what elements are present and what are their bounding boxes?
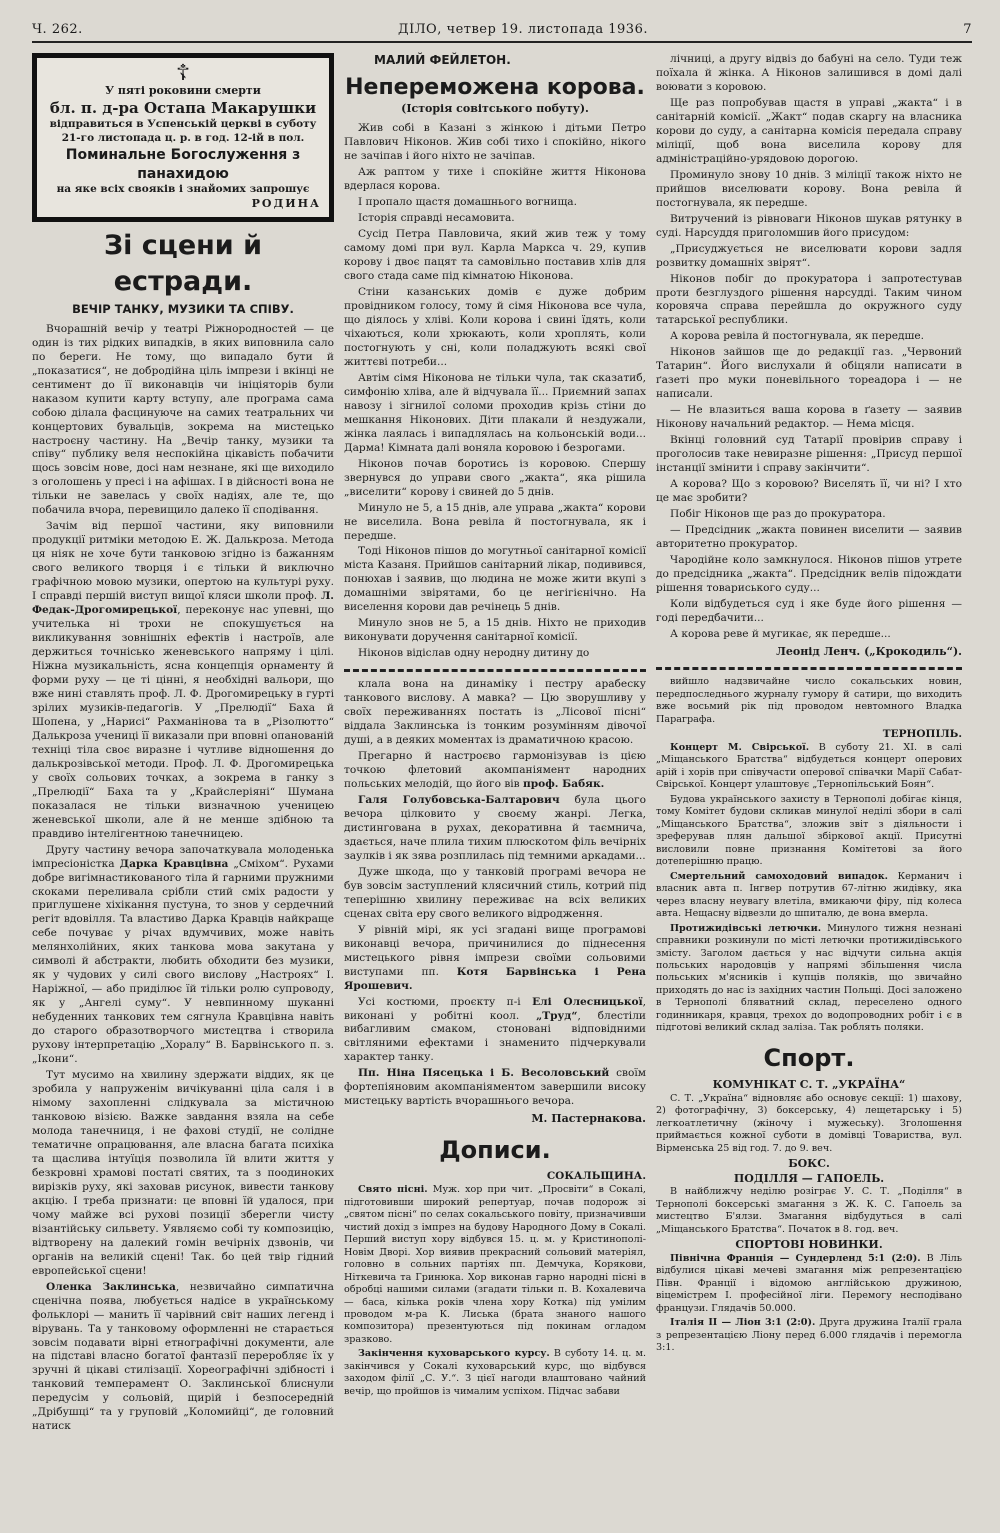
dateline: ТЕРНОПІЛЬ. — [882, 728, 962, 741]
paragraph: Галя Голубовська-Балтарович була цього вечора цілковито у своєму жанрі. Легка, дистингована в рухах, декоративна й таємнича, здається, наче плила тихим плюскотом філь вечірніх заулків і як зява розплилась під темними аркадами... — [344, 793, 646, 862]
section-title-dopysy: Дописи. — [439, 1135, 551, 1164]
paragraph: Італія II — Ліон 3:1 (2:0). Друга дружина Італії грала з репрезентацією Ліону перед 6.000 глядачів і перемогла 3:1. — [656, 1317, 962, 1354]
paragraph: — Предсідник „жакта повинен виселити — заявив авторитетно прокуратор. — [656, 524, 962, 550]
column-middle — [344, 53, 646, 1436]
paragraph: Тоді Ніконов пішов до могутньої санітарної комісії міста Казаня. Прийшов санітарний лікар, подивився, понюхав і заявив, що людина не може жити вкупі з домашніми звірятами, бо це негігієнічно. На виселення корови дав речінець 5 днів. — [344, 545, 646, 614]
paragraph: Витручений із рівноваги Ніконов шукав рятунку в суді. Нарсуддя приголомшив його присудом: — [656, 212, 962, 239]
paragraph: клала вона на динаміку і пестру арабеску танкового вислову. А мавка? — Цю зворушливу у своїх переживаннях постать із „Лісової пісні“ віддала Заклинська із тонким розумінням дівочої душі, а в деяких моментах із драматичною красою. — [344, 678, 646, 747]
paragraph: В найближчу неділю розіграє У. С. Т. „Поділля“ в Тернополі боксерські змагання з Ж. К. С. Гапоель за мистецтво Б'ялзи. Змагання відбудуться в салі „Міщанського Братства“. Початок в 8. год. веч. — [656, 1186, 962, 1235]
column-left — [32, 53, 334, 1436]
dateline: СОКАЛЬЩИНА. — [546, 1170, 646, 1183]
paragraph: Минуло знов не 5, а 15 днів. Ніхто не приходив виконувати доручення санітарної комісії. — [344, 617, 646, 644]
notice-line1: У пяті роковини смерти — [105, 84, 261, 97]
orthodox-cross-icon: ☦ — [175, 61, 191, 86]
paragraph: Смертельний самоходовий випадок. Керманич і власник авта п. Інгвер потрутив 67-літню жидівку, яка через власну неувагу влетіла, вмикаючи фіру, під колеса авта. Нещасну відвезли до шпиталю, де вона вмерла. — [656, 870, 962, 920]
paragraph: Пп. Ніна Пясецька і Б. Весоловський своїм фортепіяновим акомпаніяментом завершили високу мистецьку вартість вчорашнього вечора. — [344, 1067, 646, 1108]
paragraph: вийшло надзвичайне число сокальських новин, передпоследнього журналу гумору й сатири, що виходить вже восьмий рік під проводом невтомного Владка Параграфа. — [656, 676, 962, 725]
feuilleton-title: Непереможена корова. — [345, 74, 645, 100]
paragraph: Жив собі в Казані з жінкою і дітьми Петро Павлович Ніконов. Жив собі тихо і спокійно, нікого не зачіпав і його ніхто не зачіпав. — [344, 122, 646, 163]
paragraph: Зачім від першої частини, яку виповнили продукції ритміки методою Е. Ж. Далькроза. Метода ця ніяк не хоче бути танковою згідно із бажанням свого великого творця і є тільки й виключно графічною мовою музики, опертою на культурі руху. І справді першій виступ вищої кляси школи проф. Л. Федак-Дрогомирецької, переконує нас упевні, що учителька ні трохи не спокушується на викликування зовнішніх ефектів і настроїв, але держиться точнісько женевського напряму і цілі. Ніжна музикальність, ясна концепція орнаменту й форми руху — це ті цінні, я необхідні вальори, що вже нині ставлять проф. Л. Ф. Дрогомирецьку в гурті зрілих музиків-педагогів. У „Прелюдії“ Баха й Шопена, у „Нарисі“ Рахманінова та в „Різолютто“ Далькроза учениці її виказали при вповні опанованій техніці тіла своє виразне і чутливе відношення до далькрозівської методи. Проф. Л. Ф. Дрогомирецька у своїх сольових точках, а зокрема в ганку з „Прелюдії“ Баха та у „Крайслеріяні“ Шумана показалася не тільки визначною ученицею женевської школи, але й не менше здібною та правдиво інтелігентною танечницею. — [32, 520, 334, 840]
paragraph: А корова ревіла й постогнувала, як передше. — [670, 330, 925, 343]
subhead: БОКС. — [788, 1157, 830, 1171]
paragraph: Оленка Заклинська, незвичайно симпатична сценічна поява, любується надісе в українському фольклорі — манить її чарівний світ наших легенд і вірувань. Та у танковому оформленні не старається зовсім подавати вірні етнографічні документи, але на підставі власно богатої фантазії переробляє їх у зручні й цікаві стилізації. Хореографічні здібності і танковий темперамент О. Заклинської блиснули передусім у сольовій, щирій і безпосередній „Дрібушці“ та у груповій „Коломийці“, де головний натиск — [32, 1280, 334, 1433]
notice-name: бл. п. д-ра Остапа Макарушки — [49, 98, 317, 117]
divider — [656, 667, 962, 670]
paragraph: Вчорашній вечір у театрі Ріжнородностей — це один із тих рідких випадків, в яких виповнила сало по береги. Не тому, що випадало бути й „показатися“, не добродійна ціль імпрези і вкінці не сентимент до її виконавців чи ініціяторів були наказом купити карту вступу, але програма сама собою ділала фасцинуюче на самих театральних чи концертових бувальців, зокрема на мистецько настроєну частину. На „Вечір танку, музики та співу“ публику веля неспокійна цікавість побачити щось зовсім нове, досі нам незнане, які ще виходило з оголошень у пресі і на афішах. І в дійсності вона не тільки не завелась у своїх надіях, але те, що побачила вчора, перевищило далеко її сподівання. — [32, 322, 334, 517]
paragraph: І пропало щастя домашнього вогнища. — [358, 196, 577, 209]
paragraph: „Присуджується не виселювати корови задля розвитку домашніх звірят“. — [656, 242, 962, 269]
notice-line4: на яке всіх свояків і знайомих запрошує — [56, 182, 310, 195]
notice-line3: 21-го листопада ц. р. в год. 12-ій в пол. — [61, 132, 305, 145]
paragraph: Ще раз попробував щастя в управі „жакта“ і в санітарній комісії. „Жакт“ подав скаргу на власника корови до суду, а санітарна комісія передала справу міліції, щоб вона виселила корову для адміністраційно-урядовою дорогою. — [656, 96, 962, 165]
section-title-sport: Спорт. — [763, 1043, 855, 1072]
column-right — [656, 53, 962, 1436]
paragraph: Ніконов відіслав одну неродну дитину до — [358, 647, 590, 660]
paragraph: Історія справді несамовита. — [358, 212, 515, 225]
paragraph: Тут мусимо на хвилину здержати віддих, як це зробила у напруженім вичікуванні ціла саля і в німому захопленні слідкувала за містичною танковою візією. Важке завдання взяла на себе молода танечниця, і не фахові студії, не солідне тематичне опрацювання, але власна багата психіка та щаслива інтуїція позволила їй влити життя у безкровні храмові постаті святих, та з поодиноких вирізків руху, які заховав рисунок, вивести танкову акцію. І треба признати: це вповні їй удалося, при чому майже всі рухові позиції зберегли чисту візантійську сильвету. Уявляємо собі ту композицію, відтворену на далекий гомін вечірніх дзвонів, чи органів на великій сцені! Так. бо цей твір гідний европейської сцени! — [32, 1069, 334, 1277]
masthead-bar — [32, 22, 972, 43]
paragraph: Сусід Петра Павловича, який жив теж у тому самому домі при вул. Карла Маркса ч. 29, купив корову і двоє пацят та самовільно поставив хлів для свого стада саме під кімнатою Ніконова. — [344, 228, 646, 283]
paragraph: Вкінці головний суд Татарії провірив справу і проголосив таке невиразне рішення: „Присуд першої інстанції змінити і справу закінчити“. — [656, 434, 962, 475]
feuilleton-kicker: МАЛИЙ ФЕЙЛЕТОН. — [374, 53, 511, 67]
paragraph: Усі костюми, проєкту п-і Елі Олесницької, виконані у робітні коол. „Труд“, блестіли вибагливим смаком, стоновані відповідними світляними ефектами і знаменито підчеркували характер танку. — [344, 995, 646, 1064]
paragraph: Свято пісні. Муж. хор при чит. „Просвіти“ в Сокалі, підготовивши широкий репертуар, почав подорож зі „святом пісні“ по селах сокальського повіту, призначивши чистий дохід з імпрез на будову Народного Дому в Сокалі. Перший виступ хору відбувся 15. ц. м. у Кристинополі-Новім Дворі. Хор виявив прекрасний сольовий матеріял, головно в сольних партіях пп. Демчука, Корякови, Ніткевича та Гринюка. Хор виконав гарно народні пісні в обробці нашими силами (згадати тільки п. В. Кохалевича — баса, кілька років члена хору Котка) під умілим проводом м-ра К. Лиська (брата знаного нашого композитора) презентуються під покинам огладом зразково. — [344, 1184, 646, 1345]
paragraph: Протижидівські летючки. Минулого тижня незнані справники розкинули по місті летючки протижидівського змісту. Заголом дається у нас відчути сильна акція польських народовців у напрямі збільшення числа польських м'ясників і купців поляків, що звичайно приходять до нас із західних частин Польщі. Досі заложено в Тернополі бляватний склад, переселено одного годинникаря, кравця, трехох до водопроводних робіт і є в підготові великий склад заліза. Так роблять поляки. — [656, 922, 962, 1034]
paragraph: Будова українського захисту в Тернополі добігає кінця, тому Комітет будови скликав минулої неділі збори в салі „Міщанського Братства“, зложив звіт з діяльности і зреферував плян дальшої збіркової акції. Присутні висловили повне признання Комітетові за його дотеперішню працю. — [656, 793, 962, 868]
subhead: СПОРТОВІ НОВИНКИ. — [735, 1238, 883, 1252]
feuilleton-subtitle: (Історія совітського побуту). — [401, 101, 589, 115]
paragraph: Ніконов почав боротись із коровою. Спершу звернувся до управи свого „жакта“, яка рішила „виселити“ корову і свиней до 5 днів. — [344, 457, 646, 498]
paragraph: Прегарно й настроєво гармонізував із цією точкою флетовий акомпаніямент народних польських мелодій, що його вів проф. Бабяк. — [344, 750, 646, 790]
paragraph: У рівній мірі, як усі згадані вище програмові виконавці вечора, причинилися до піднесення мистецького рівня імпрези своїми сольовими виступами пп. Котя Барвінська і Рена Ярошевич. — [344, 923, 646, 992]
masthead-title: ДІЛО, четвер 19. листопада 1936. — [398, 22, 648, 37]
article-signature: М. Пастернакова. — [531, 1112, 646, 1126]
paragraph: Автім сімя Ніконова не тільки чула, так сказатиб, симфонію хліва, але й відчувала її... Приємний запах навозу і зігнилої соломи проходив крізь стіни до мешкання Ніконових. Діти плакали й нездужали, жінка лаялась і випадлялась на кольонській води... Дарма! Кімната далі воняла коровою і безрогами. — [344, 371, 646, 454]
paragraph: — Не влазиться ваша корова в ґазету — заявив Ніконову начальний редактор. — Нема місця. — [656, 404, 962, 431]
subhead: КОМУНІКАТ С. Т. „УКРАЇНА“ — [712, 1078, 906, 1092]
page-number: 7 — [963, 22, 972, 37]
paragraph: Дуже шкода, що у танковій програмі вечора не був зовсім заступлений клясичний стиль, котрий під теперішню хвилину переживає на всіх великих сценах світа еру свого великого відродження. — [344, 865, 646, 920]
paragraph: Другу частину вечора започаткувала молоденька імпресіоністка Дарка Кравцівна „Сміхом“. Рухами добре вигімнастикованого тіла й гарними пружними скоками переливала срібли стий сміх радости у приглушене хіхікання пустуна, то знов у сердечний регіт вдовілля. Та властиво Дарка Кравців найкраще себе почуває у річах вдумчивих, може навіть мелянхолійних, яких танкова мова закутана у символі й абстракти, любить обходити без музики, як у чудових у силі свого вислову „Настроях“ І. Наріжної, — або приділює їй тільки ролю супроводу, як у „Ангелі суму“. У невпинному шуканні небуденних танкових тем сягнула Кравцівна навіть до старого образотворчого мистецтва і створила рухову інтерпретацію „Хоралу“ В. Барвінського п. з. „Ікони“. — [32, 843, 334, 1066]
paragraph: Північна Франція — Сундерленд 5:1 (2:0). В Ліль відбулися цікаві мечеві змагання між репрезентацією Півн. Франції і відомою англійською дружиною, віцемістрем І. професійної ліги. Перемогу несподівано французи. Глядачів 50.000. — [656, 1252, 962, 1314]
memorial-notice — [32, 53, 334, 222]
subhead: ПОДІЛЛЯ — ГАПОЕЛЬ. — [733, 1171, 885, 1185]
notice-service: Поминальне Богослуження з панахидою — [65, 147, 301, 182]
notice-line2: відправиться в Успенській церкві в суботу — [49, 118, 317, 131]
paragraph: Ніконов зайшов ще до редакції газ. „Червоний Татарин“. Його вислухали й обіцяли написати в ґазеті про муки поневільного тореадора і — не написали. — [656, 346, 962, 401]
paragraph: Аж раптом у тихе і спокійне життя Ніконова вдерлася корова. — [344, 166, 646, 193]
paragraph: Проминуло знову 10 днів. З міліції також ніхто не прийшов виселювати корову. Вона ревіла й постогнувала, як передше. — [656, 168, 962, 209]
paragraph: С. Т. „Україна“ відновляє або основує секції: 1) шахову, 2) фотографічну, 3) боксерську, 4) лещетарську і 5) легкоатлетичну (жіночу і мужеську). Зголошення приймається кожної суботи в домівці Товариства, вул. Вірменська 25 від год. 7. до 9. веч. — [656, 1092, 962, 1154]
paragraph: Стіни казанських домів є дуже добрим провідником голосу, тому й сімя Ніконова все чула, що діялось у хліві. Коли корова і свині їдять, коли чіхаються, коли хрюкають, коли хроплять, коли постогнують у сні, коли поладжують всякі свої життєві потреби... — [344, 286, 646, 368]
section-title-stage: Зі сцени й естради. — [103, 230, 263, 297]
paragraph: Концерт М. Свірської. В суботу 21. XI. в салі „Міщанського Братства“ відбудеться концерт оперових арій і хорів при співучасти оперової співачки Марії Сабат-Свірської. Концерт улаштовує „Тернопільський Боян“. — [656, 742, 962, 791]
paragraph: Ніконов побіг до прокуратора і запротестував проти безглуздого рішення нарсудді. Таким чином коровяча справа перейшла до окружного суду татарської республики. — [656, 272, 962, 327]
paragraph: Закінчення куховарського курсу. В суботу 14. ц. м. закінчився у Сокалі куховарський курс, що відбувся заходом філії „С. У.“. З цієї нагоди влаштовано чайний вечір, що пройшов із чималим успіхом. Підчас забави — [344, 1348, 646, 1397]
feuilleton-signature: Леонід Ленч. („Крокодиль“). — [776, 644, 962, 658]
paragraph: Коли відбудеться суд і яке буде його рішення — годі передбачити... — [656, 597, 962, 624]
paragraph: Чародійне коло замкнулося. Ніконов пішов утрете до предсідника „жакта“. Предсідник велів підождати рішення товариського суду... — [656, 553, 962, 594]
paragraph: лічниці, а другу відвіз до бабуні на село. Туди теж поїхала й жінка. А Ніконов залишився в домі далі воювати з коровою. — [656, 53, 962, 93]
issue-number: Ч. 262. — [32, 22, 83, 37]
divider — [344, 669, 646, 672]
paragraph: А корова? Що з коровою? Виселять її, чи ні? І хто це має зробити? — [656, 478, 962, 505]
paragraph: А корова реве й мугикає, як передше... — [670, 627, 891, 640]
paragraph: Минуло не 5, а 15 днів, але управа „жакта“ корови не виселила. Вона ревіла й постогнувала, як і передше. — [344, 501, 646, 542]
notice-family: РОДИНА — [251, 196, 321, 210]
article-subtitle: ВЕЧІР ТАНКУ, МУЗИКИ ТА СПІВУ. — [72, 301, 294, 316]
paragraph: Побіг Ніконов ще раз до прокуратора. — [670, 508, 886, 521]
